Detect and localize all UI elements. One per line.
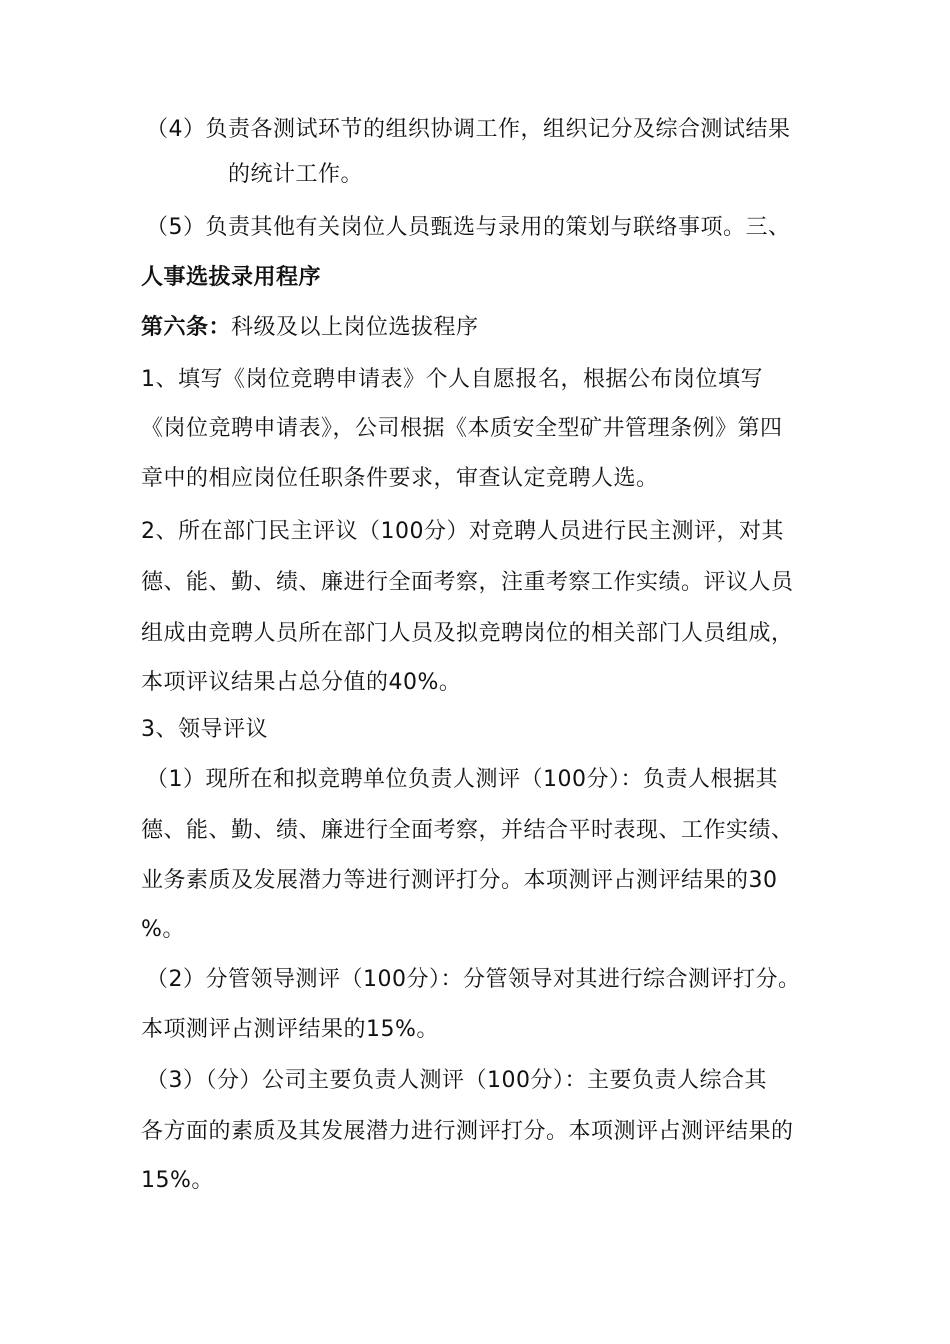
paragraph-line-9: 2、所在部门民主评议（100分）对竞聘人员进行民主测评，对其 <box>141 519 784 544</box>
paragraph-line-6: 1、填写《岗位竞聘申请表》个人自愿报名，根据公布岗位填写 <box>141 367 763 392</box>
paragraph-line-2: 的统计工作。 <box>228 162 364 187</box>
paragraph-line-15: 德、能、勤、绩、廉进行全面考察，并结合平时表现、工作实绩、 <box>141 818 794 843</box>
paragraph-line-14: （1）现所在和拟竞聘单位负责人测评（100分）：负责人根据其 <box>146 767 778 792</box>
article-heading-line <box>141 313 479 343</box>
paragraph-line-10: 德、能、勤、绩、廉进行全面考察，注重考察工作实绩。评议人员 <box>141 570 794 595</box>
paragraph-line-7: 《岗位竞聘申请表》，公司根据《本质安全型矿井管理条例》第四 <box>141 416 783 441</box>
paragraph-line-22: 15%。 <box>141 1168 214 1193</box>
paragraph-line-17: %。 <box>141 917 185 942</box>
paragraph-line-21: 各方面的素质及其发展潜力进行测评打分。本项测评占测评结果的 <box>141 1119 794 1144</box>
paragraph-line-3: （5）负责其他有关岗位人员甄选与录用的策划与联络事项。三、 <box>146 215 791 240</box>
section-heading: 人事选拔录用程序 <box>141 265 322 290</box>
paragraph-line-16: 业务素质及发展潜力等进行测评打分。本项测评占测评结果的30 <box>141 868 778 893</box>
paragraph-line-13: 3、领导评议 <box>141 717 268 742</box>
paragraph-line-12: 本项评议结果占总分值的40%。 <box>141 670 462 695</box>
paragraph-line-18: （2）分管领导测评（100分）：分管领导对其进行综合测评打分。 <box>146 967 801 992</box>
paragraph-line-11: 组成由竞聘人员所在部门人员及拟竞聘岗位的相关部门人员组成， <box>141 621 794 646</box>
paragraph-line-20: （3）（分）公司主要负责人测评（100分）：主要负责人综合其 <box>146 1068 767 1093</box>
article-title: 科级及以上岗位选拔程序 <box>231 315 479 340</box>
paragraph-line-19: 本项测评占测评结果的15%。 <box>141 1017 439 1042</box>
paragraph-line-1: （4）负责各测试环节的组织协调工作，组织记分及综合测试结果 <box>146 117 791 142</box>
article-label: 第六条： <box>141 315 232 340</box>
paragraph-line-8: 章中的相应岗位任职条件要求，审查认定竞聘人选。 <box>141 466 659 491</box>
